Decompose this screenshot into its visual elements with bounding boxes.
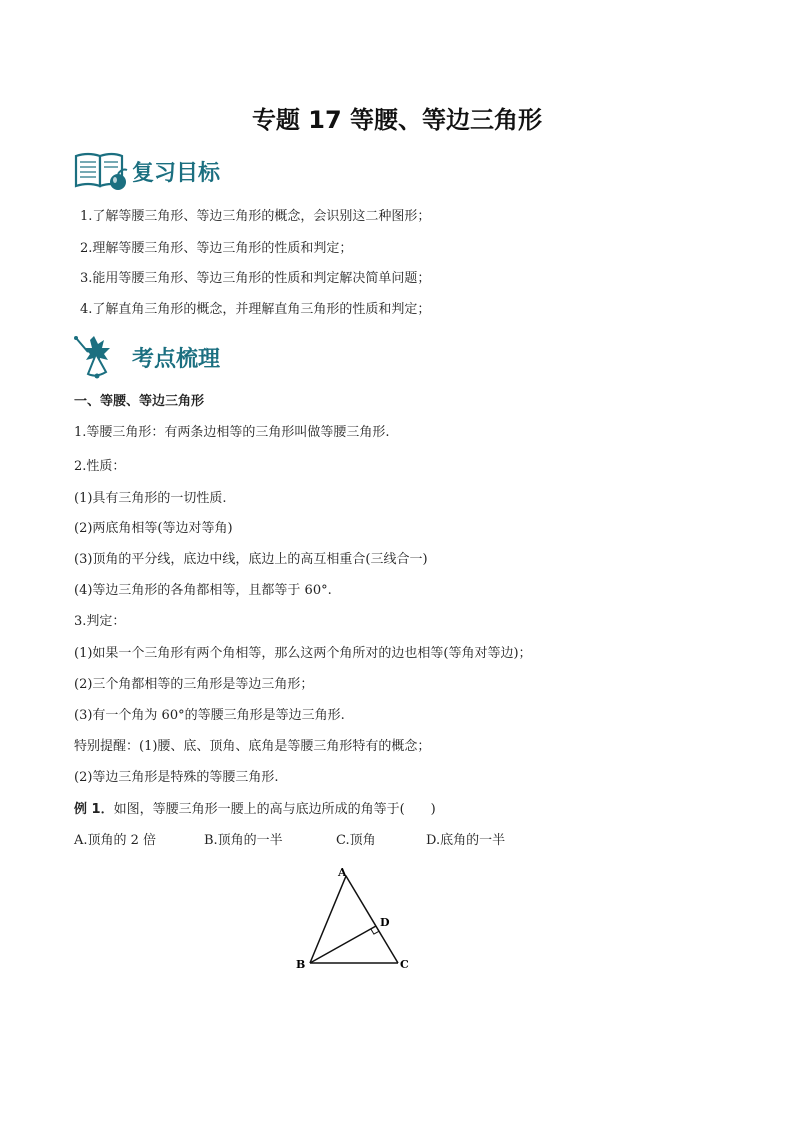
- points-heading: 一、等腰、等边三角形: [74, 394, 205, 409]
- option-b: B.顶角的一半: [204, 833, 283, 848]
- goal-item-2: 2.理解等腰三角形、等边三角形的性质和判定；: [80, 241, 353, 256]
- point-line-9: (2)三个角都相等的三角形是等边三角形；: [74, 677, 314, 692]
- point-line-6: (4)等边三角形的各角都相等，且都等于 60°.: [74, 583, 332, 598]
- option-a: A.顶角的 2 倍: [74, 833, 157, 848]
- option-c: C.顶角: [336, 833, 376, 848]
- example-1: [74, 801, 436, 819]
- example-question: 如图，等腰三角形一腰上的高与底边所成的角等于( ): [113, 802, 436, 817]
- altitude-bd: [310, 926, 376, 963]
- goal-item-1: 1.了解等腰三角形、等边三角形的概念，会识别这二种图形；: [80, 209, 431, 224]
- point-line-3: (1)具有三角形的一切性质.: [74, 491, 227, 506]
- label-a: A: [338, 866, 347, 879]
- point-line-12: (2)等边三角形是特殊的等腰三角形.: [74, 770, 279, 785]
- goals-section-label: 复习目标: [132, 160, 221, 186]
- point-line-11: 特别提醒：(1)腰、底、顶角、底角是等腰三角形特有的概念；: [74, 739, 431, 754]
- label-b: B: [296, 958, 306, 971]
- goal-item-4: 4.了解直角三角形的概念，并理解直角三角形的性质和判定；: [80, 302, 431, 317]
- point-line-10: (3)有一个角为 60°的等腰三角形是等边三角形.: [74, 708, 345, 723]
- point-line-5: (3)顶角的平分线，底边中线，底边上的高互相重合(三线合一): [74, 552, 428, 567]
- side-ab: [310, 876, 346, 963]
- goals-section-header: [72, 148, 220, 194]
- point-line-7: 3.判定：: [74, 614, 126, 629]
- maple-leaf-bell-icon: [72, 334, 130, 380]
- points-section-header: [72, 334, 220, 380]
- goal-item-3: 3.能用等腰三角形、等边三角形的性质和判定解决简单问题；: [80, 271, 431, 286]
- label-d: D: [380, 916, 390, 929]
- example-label: 例 1．: [74, 802, 114, 817]
- point-line-2: 2.性质：: [74, 459, 126, 474]
- side-ac: [346, 876, 398, 963]
- points-section-label: 考点梳理: [132, 346, 221, 372]
- label-c: C: [400, 958, 409, 971]
- book-icon: [72, 148, 130, 194]
- option-d: D.底角的一半: [426, 833, 506, 848]
- triangle-figure: [290, 862, 430, 978]
- point-line-4: (2)两底角相等(等边对等角): [74, 521, 233, 536]
- point-line-1: 1.等腰三角形：有两条边相等的三角形叫做等腰三角形.: [74, 425, 390, 440]
- point-line-8: (1)如果一个三角形有两个角相等，那么这两个角所对的边也相等(等角对等边)；: [74, 646, 532, 661]
- page-title: 专题 17 等腰、等边三角形: [251, 106, 543, 134]
